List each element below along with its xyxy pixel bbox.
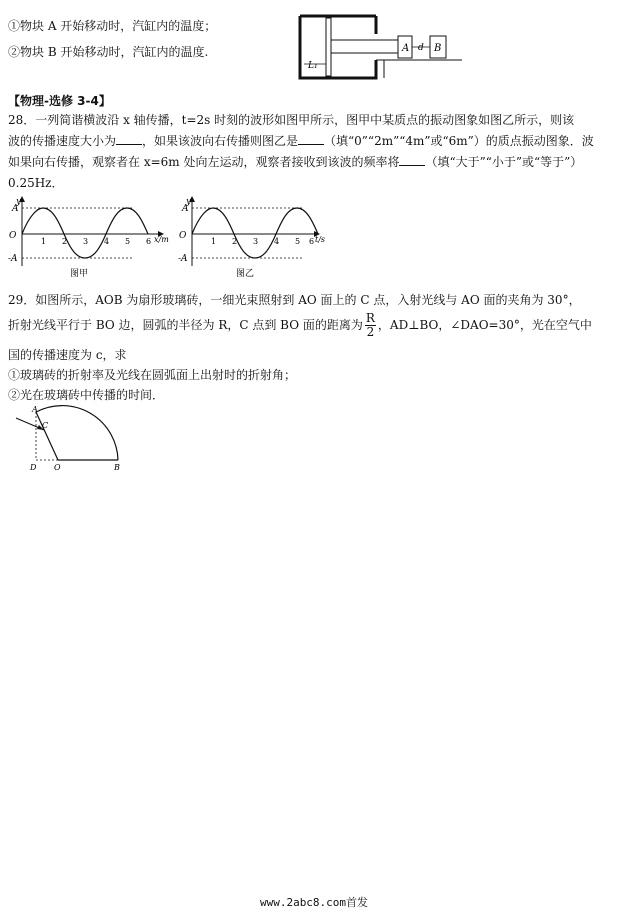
answer-blank[interactable] <box>116 133 142 145</box>
svg-text:d: d <box>418 43 424 53</box>
svg-text:B: B <box>434 43 442 54</box>
q29-line-3: 国的传播速度为 c，求 <box>8 348 127 362</box>
section-title: 【物理-选修 3-4】 <box>8 94 111 108</box>
answer-blank[interactable] <box>298 133 324 145</box>
svg-text:3: 3 <box>83 237 89 246</box>
q29-line-2: 折射光线平行于 BO 边，圆弧的半径为 R，C 点到 BO 面的距离为 $\frac{R}{2}$ ，AD⊥BO，∠DAO=30°，光在空气中 <box>8 311 592 339</box>
q29-item-2: ②光在玻璃砖中传播的时间． <box>8 388 165 402</box>
label-l1: L₁ <box>308 61 318 71</box>
svg-text:4: 4 <box>104 237 110 246</box>
svg-text:6: 6 <box>146 237 152 246</box>
q29-item-1: ①玻璃砖的折射率及光线在圆弧面上出射时的折射角； <box>8 368 297 382</box>
svg-text:5: 5 <box>125 237 131 246</box>
svg-text:O: O <box>54 463 61 472</box>
svg-text:2: 2 <box>232 237 238 246</box>
sector-figure <box>10 404 130 474</box>
svg-text:3: 3 <box>253 237 259 246</box>
svg-text:A: A <box>12 204 19 214</box>
svg-text:y: y <box>186 197 192 207</box>
answer-blank[interactable] <box>399 154 425 166</box>
q27-item-1: ①物块 A 开始移动时，汽缸内的温度； <box>8 19 217 33</box>
svg-text:5: 5 <box>295 237 301 246</box>
graph-jia-caption: 图甲 <box>70 269 89 279</box>
graph-jia <box>8 194 173 279</box>
graph-yi-caption: 图乙 <box>236 269 255 279</box>
svg-text:O: O <box>179 231 187 241</box>
svg-text:D: D <box>30 463 37 472</box>
footer-watermark: www.2abc8.com首发 <box>259 896 369 909</box>
svg-text:4: 4 <box>274 237 280 246</box>
svg-text:2: 2 <box>62 237 68 246</box>
svg-text:-A: -A <box>178 254 188 264</box>
svg-text:1: 1 <box>211 237 217 246</box>
q29-line-1: 29．如图所示，AOB 为扇形玻璃砖，一细光束照射到 AO 面上的 C 点，入射光线与 AO 面的夹角为 30°， <box>8 293 581 307</box>
svg-text:1: 1 <box>41 237 47 246</box>
svg-text:6: 6 <box>309 237 315 246</box>
graph-yi <box>178 194 328 279</box>
svg-text:x/m: x/m <box>154 235 169 244</box>
svg-text:A: A <box>32 405 38 414</box>
q28-line-4: 0.25Hz． <box>8 176 64 190</box>
q28-line-2: 波的传播速度大小为 ，如果该波向右传播则图乙是 （填“0”“2m”“4m”或“6m”）的质点振动图象．波 <box>8 134 594 148</box>
svg-text:O: O <box>9 231 17 241</box>
svg-text:-A: -A <box>8 254 18 264</box>
fraction-r-over-2: $\frac{R}{2}$ <box>365 311 375 339</box>
svg-text:A: A <box>402 43 410 54</box>
q28-line-3: 如果向右传播，观察者在 x=6m 处向左运动，观察者接收到该波的频率将 （填“大于”“小于”或“等于”） <box>8 155 583 169</box>
piston-figure <box>292 12 467 80</box>
svg-text:y: y <box>16 197 22 207</box>
svg-text:A: A <box>182 204 189 214</box>
q28-line-1: 28．一列简谐横波沿 x 轴传播，t=2s 时刻的波形如图甲所示，图甲中某质点的振动图象如图乙所示，则该 <box>8 113 575 127</box>
svg-text:C: C <box>42 421 49 430</box>
svg-text:B: B <box>114 463 120 472</box>
svg-text:t/s: t/s <box>315 235 326 244</box>
q27-item-2: ②物块 B 开始移动时，汽缸内的温度. <box>8 45 209 59</box>
